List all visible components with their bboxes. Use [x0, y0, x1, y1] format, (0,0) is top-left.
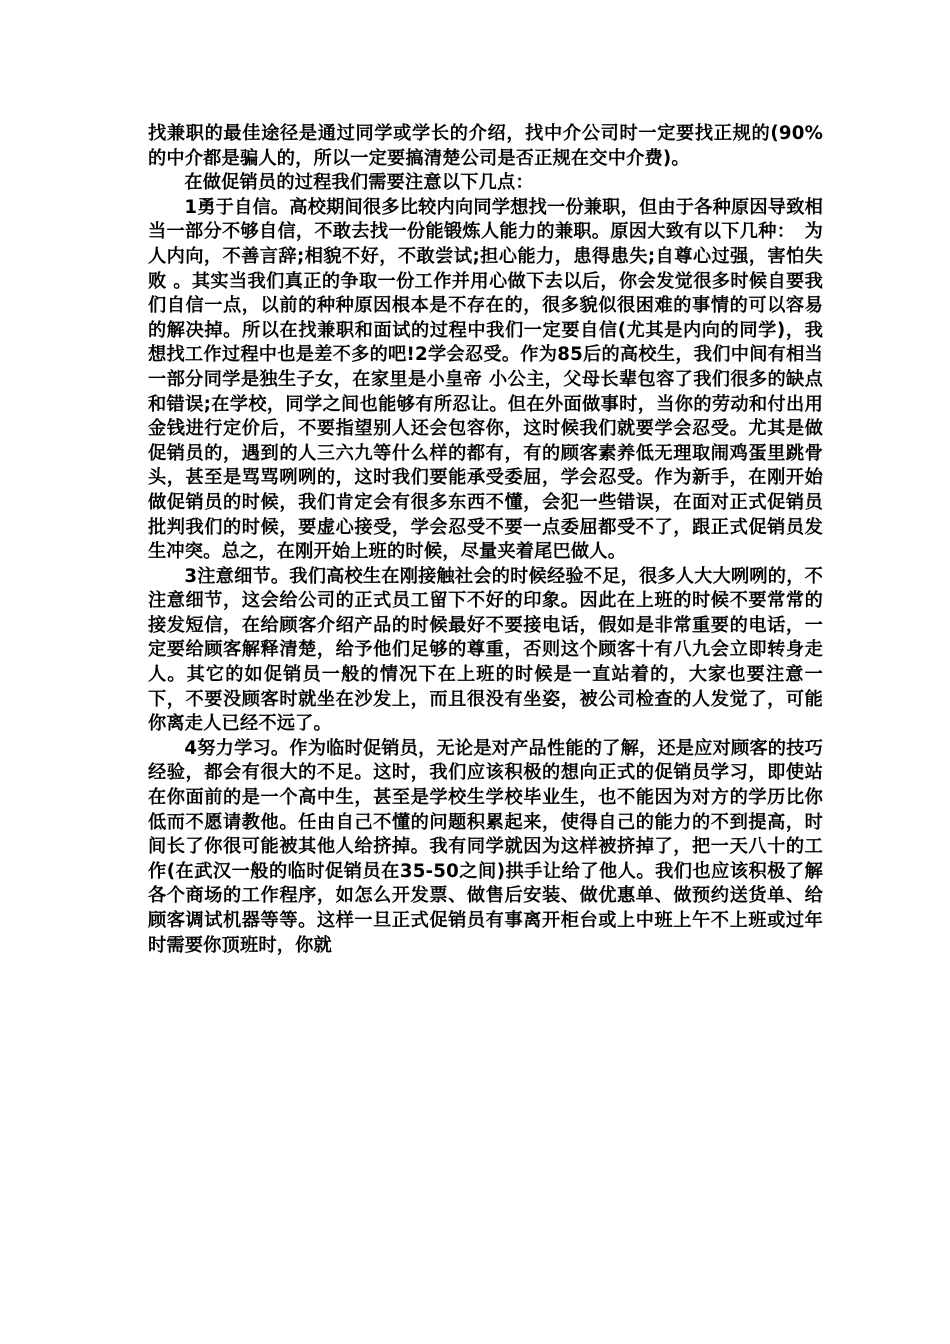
- paragraph-points-heading: 在做促销员的过程我们需要注意以下几点：: [184, 172, 534, 194]
- paragraph-intro: 找兼职的最佳途径是通过同学或学长的介绍，找中介公司时一定要找正规的(90%的中介都是骗人的，所以一定要搞清楚公司是否正规在交中介费)。: [148, 123, 823, 169]
- paragraph-point-3: 3注意细节。我们高校生在刚接触社会的时候经验不足，很多人大大咧咧的，不注意细节，这会给公司的正式员工留下不好的印象。因此在上班的时候不要常常的接发短信，在给顾客介绍产品的时候最好不要接电话，假如是非常重要的电话，一定要给顾客解释清楚，给予他们足够的尊重，否则这个顾客十有八九会立即转身走人。其它的如促销员一般的情况下在上班的时候是一直站着的，大家也要注意一下，不要没顾客时就坐在沙发上，而且很没有坐姿，被公司检查的人发觉了，可能你离走人已经不远了。: [148, 565, 823, 735]
- paragraph-point-1-2: 1勇于自信。高校期间很多比较内向同学想找一份兼职，但由于各种原因导致相当一部分不够自信，不敢去找一份能锻炼人能力的兼职。原因大致有以下几种： 为人内向，不善言辞;相貌不好，不敢尝试;担心能力，患得患失;自尊心过强，害怕失败 。其实当我们真正的争取一份工作并用心做下去以后，你会发觉很多时候自要我们自信一点，以前的种种原因根本是不存在的，很多貌似很困难的事情的可以容易的解决掉。所以在找兼职和面试的过程中我们一定要自信(尤其是内向的同学)，我想找工作过程中也是差不多的吧!2学会忍受。作为85后的高校生，我们中间有相当一部分同学是独生子女，在家里是小皇帝 小公主，父母长辈包容了我们很多的缺点和错误;在学校，同学之间也能够有所忍让。但在外面做事时，当你的劳动和付出用金钱进行定价后，不要指望别人还会包容你，这时候我们就要学会忍受。尤其是做促销员的，遇到的人三六九等什么样的都有，有的顾客素养低无理取闹鸡蛋里跳骨头，甚至是骂骂咧咧的，这时我们要能承受委屈，学会忍受。作为新手，在刚开始做促销员的时候，我们肯定会有很多东西不懂，会犯一些错误，在面对正式促销员批判我们的时候，要虚心接受，学会忍受不要一点委屈都受不了，跟正式促销员发生冲突。总之，在刚开始上班的时候，尽量夹着尾巴做人。: [148, 196, 823, 563]
- paragraph-point-4: 4努力学习。作为临时促销员，无论是对产品性能的了解，还是应对顾客的技巧经验，都会有很大的不足。这时，我们应该积极的想向正式的促销员学习，即使站在你面前的是一个高中生，甚至是学校生学校毕业生，也不能因为对方的学历比你低而不愿请教他。任由自己不懂的问题积累起来，使得自己的能力的不到提高，时间长了你很可能被其他人给挤掉。我有同学就因为这样被挤掉了，把一天八十的工作(在武汉一般的临时促销员在35-50之间)拱手让给了他人。我们也应该积极了解各个商场的工作程序，如怎么开发票、做售后安装、做优惠单、做预约送货单、给顾客调试机器等等。这样一旦正式促销员有事离开柜台或上中班上午不上班或过年时需要你顶班时，你就: [148, 737, 823, 956]
- body-text: [148, 122, 823, 958]
